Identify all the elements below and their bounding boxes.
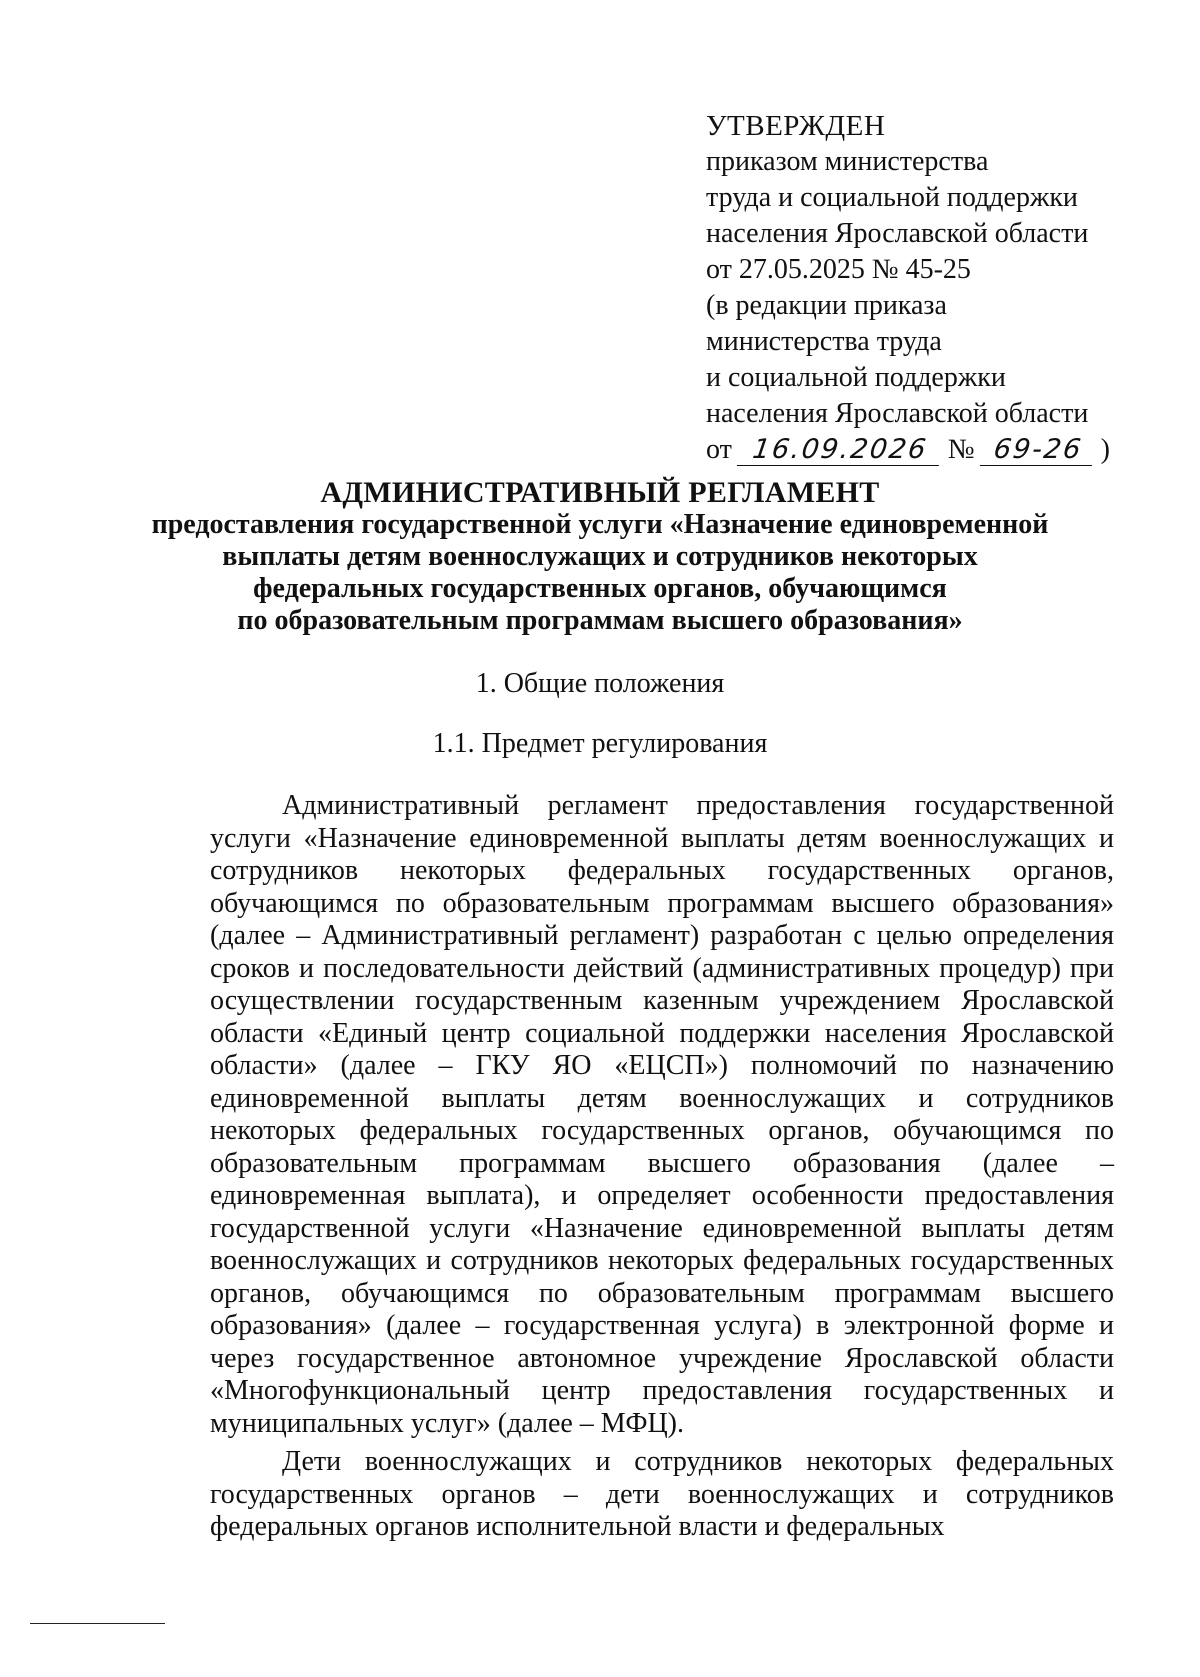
approval-line: министерства труда	[706, 326, 942, 357]
from-label: от	[706, 434, 732, 465]
subsection-title: 1.1. Предмет регулирования	[432, 728, 768, 759]
document-subtitle-line: выплаты детям военнослужащих и сотрудников некоторых	[222, 541, 978, 572]
approval-line: и социальной поддержки	[706, 362, 1006, 393]
approval-stamp-block	[706, 108, 1126, 472]
number-label: №	[947, 434, 975, 465]
approval-line: населения Ярославской области	[706, 398, 1089, 429]
document-subtitle-line: федеральных государственных органов, обучающимся	[253, 573, 947, 604]
handwritten-date: 16.09.2026	[737, 435, 943, 466]
document-subtitle-line: по образовательным программам высшего образования»	[237, 605, 963, 636]
approval-line: приказом министерства	[706, 146, 989, 177]
section-title: 1. Общие положения	[475, 668, 725, 699]
paragraph: Административный регламент предоставления государственной услуги «Назначение единовременной выплаты детям военнослужащих и сотрудников некоторых федеральных государственных органов, обучающимся по образовательным программам высшего образования» (далее – Административный регламент) разработан с целью определения сроков и последовательности действий (административных процедур) при осуществлении государственным казенным учреждением Ярославской области «Единый центр социальной поддержки населения Ярославской области» (далее – ГКУ ЯО «ЕЦСП») полномочий по назначению единовременной выплаты детям военнослужащих и сотрудников некоторых федеральных государственных органов, обучающимся по образовательным программам высшего образования (далее – единовременная выплата), и определяет особенности предоставления государственной услуги «Назначение единовременной выплаты детям военнослужащих и сотрудников некоторых федеральных государственных органов, обучающимся по образовательным программам высшего образования» (далее – государственная услуга) в электронной форме и через государственное автономное учреждение Ярославской области «Многофункциональный центр предоставления государственных и муниципальных услуг» (далее – МФЦ).	[210, 790, 1114, 1439]
paragraph: Дети военнослужащих и сотрудников некоторых федеральных государственных органов – дети военнослужащих и сотрудников федеральных органов исполнительной власти и федеральных	[210, 1446, 1114, 1542]
document-heading	[0, 477, 1200, 637]
document-subtitle-line: предоставления государственной услуги «Назначение единовременной	[151, 509, 1049, 540]
approval-title: УТВЕРЖДЕН	[706, 110, 886, 142]
document-title: АДМИНИСТРАТИВНЫЙ РЕГЛАМЕНТ	[320, 476, 880, 509]
footnote-divider	[30, 1623, 165, 1624]
handwritten-number: 69-26	[979, 435, 1095, 466]
closing-paren: )	[1100, 434, 1110, 465]
approval-line: (в редакции приказа	[706, 290, 947, 321]
approval-order-date: от 27.05.2025 № 45-25	[706, 254, 971, 285]
amendment-date-row	[706, 432, 1126, 472]
approval-line: населения Ярославской области	[706, 218, 1089, 249]
approval-line: труда и социальной поддержки	[706, 182, 1078, 213]
body-text	[210, 790, 1114, 1544]
